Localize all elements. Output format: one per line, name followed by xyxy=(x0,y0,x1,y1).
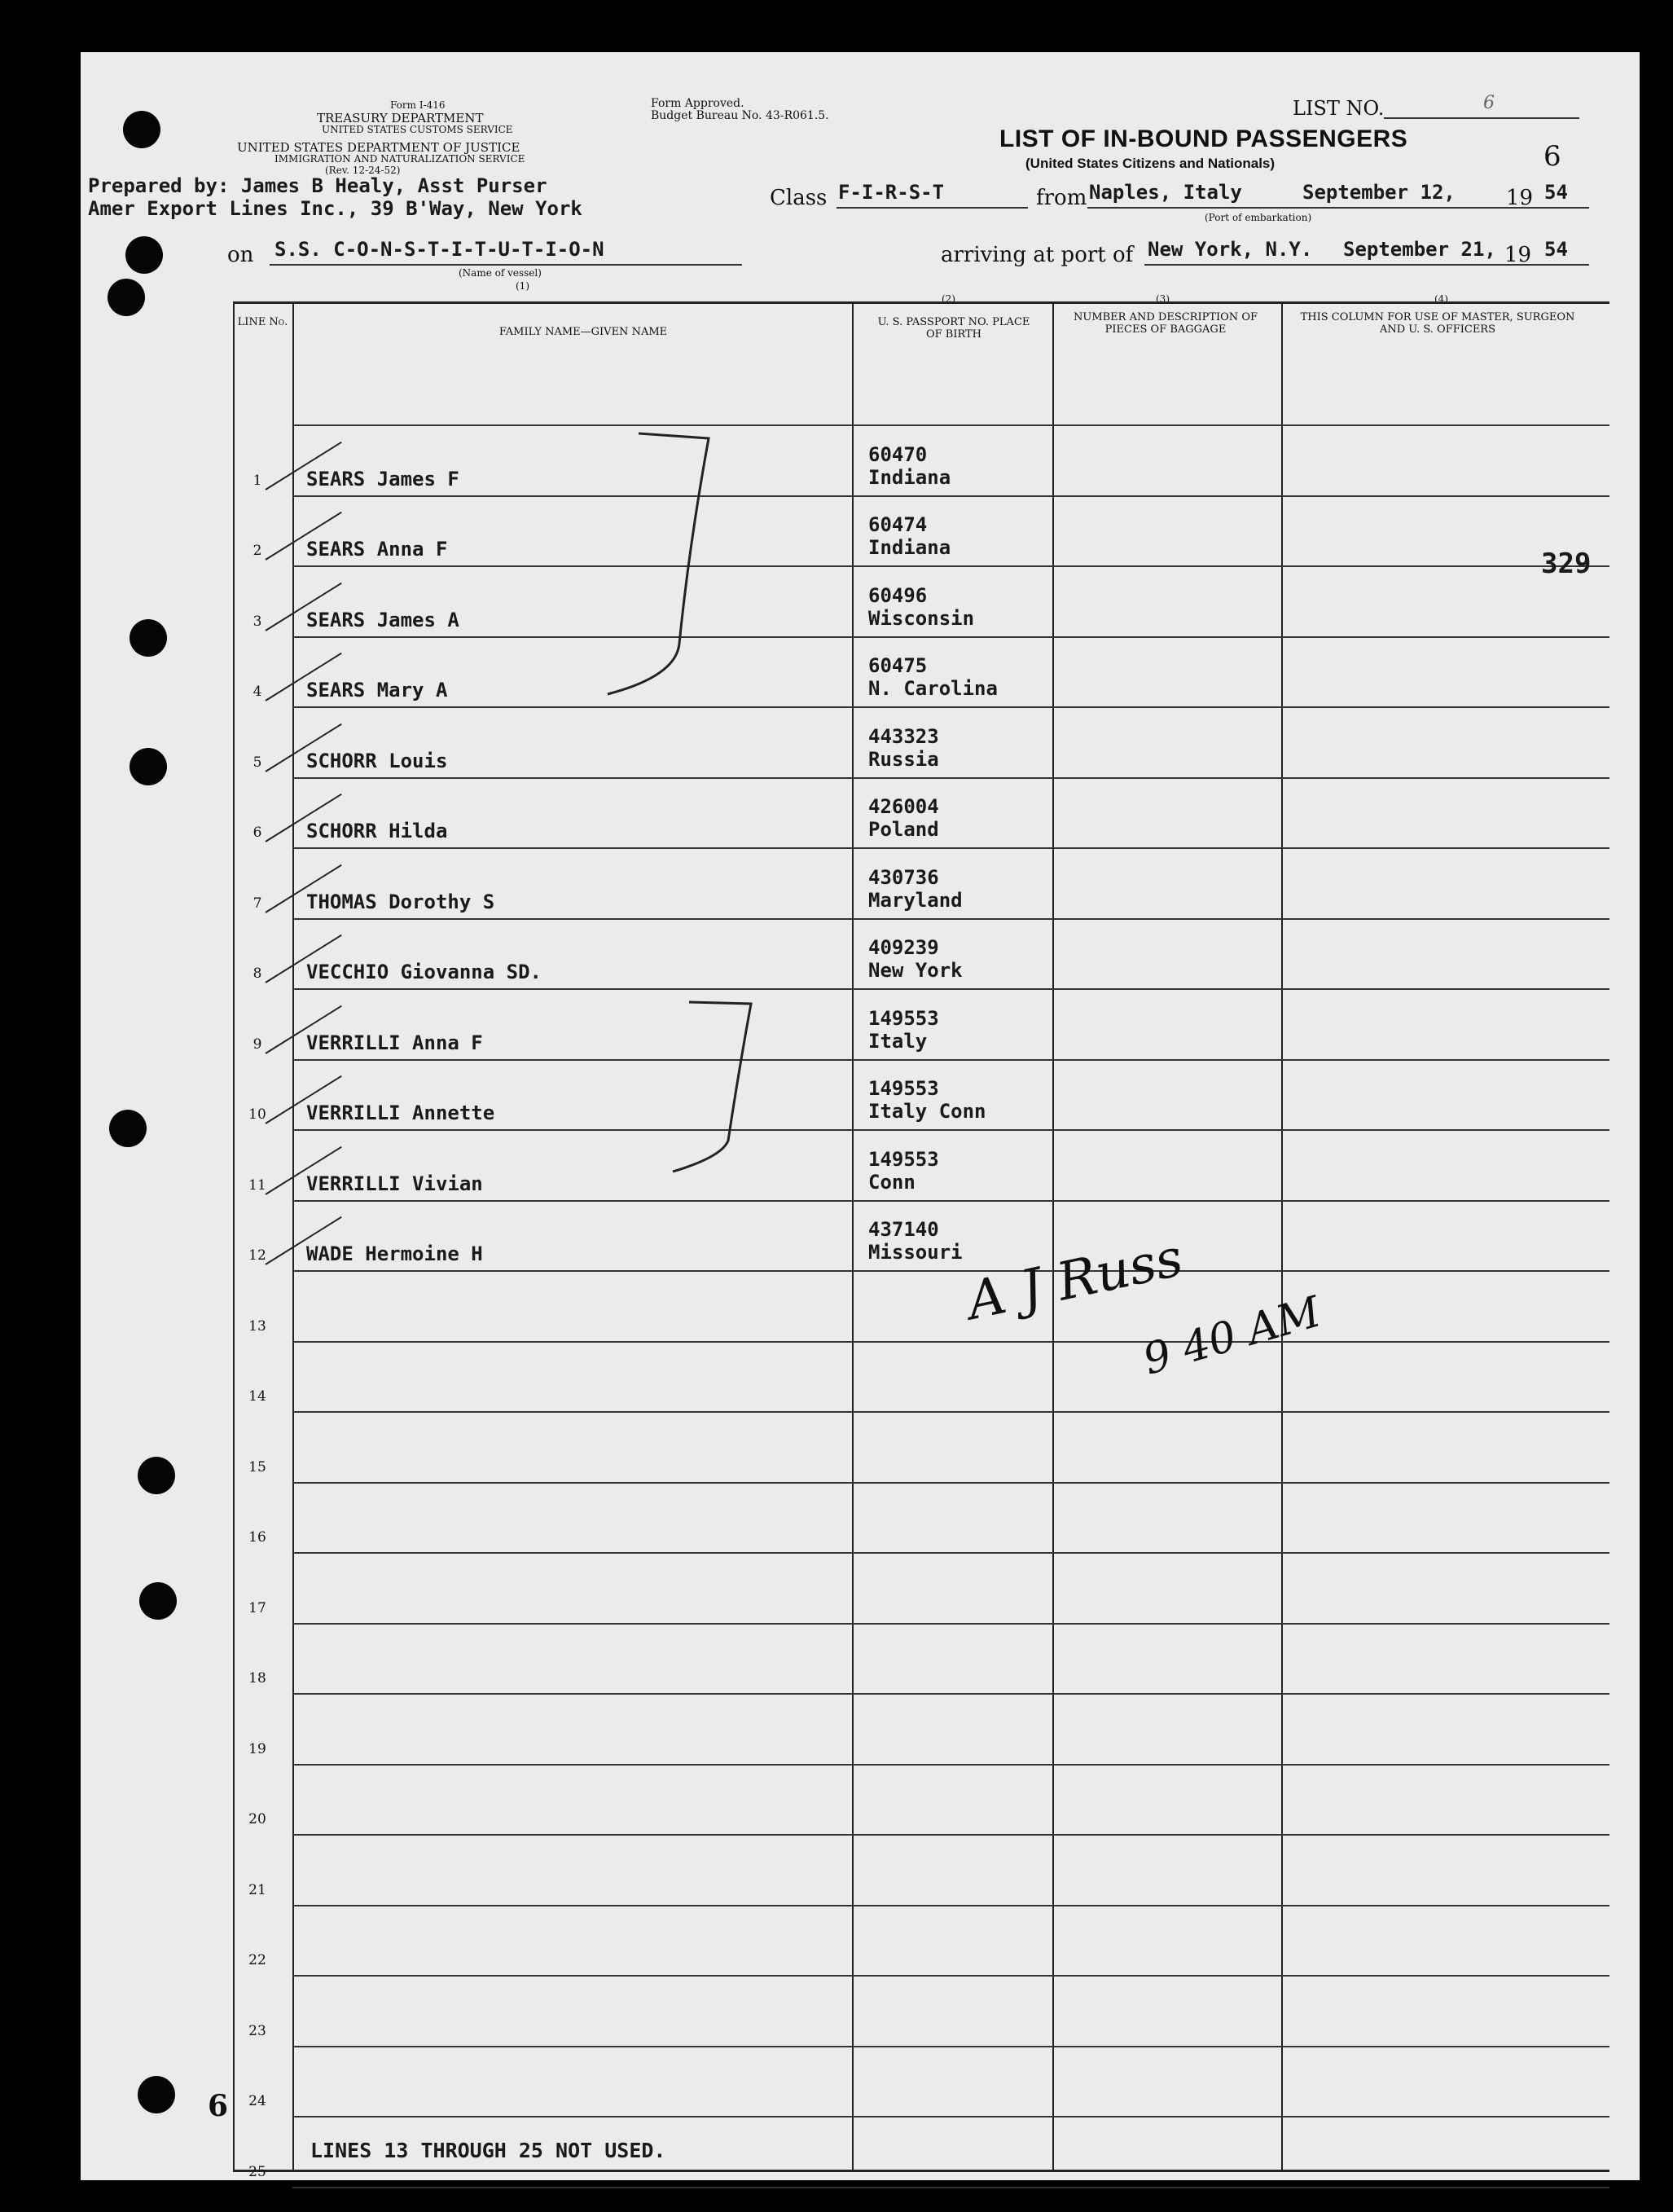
col1-number: (1) xyxy=(516,280,529,292)
line-number: 3 xyxy=(252,613,262,630)
passenger-name: VERRILLI Anna F xyxy=(306,1031,483,1054)
page-title: LIST OF IN-BOUND PASSENGERS xyxy=(999,125,1408,152)
passport-number: 60496 xyxy=(868,583,928,607)
birthplace: Missouri xyxy=(868,1241,963,1264)
embark-year-prefix: 19 xyxy=(1506,186,1534,210)
arrival-year-suffix: 54 xyxy=(1544,238,1568,261)
line-number: 21 xyxy=(248,1881,266,1898)
inspector-signature: A J Russ xyxy=(962,1227,1188,1333)
list-no-value: 6 xyxy=(1483,93,1495,113)
year-underline xyxy=(1540,207,1589,209)
passenger-name: SEARS Anna F xyxy=(306,538,448,561)
passenger-name: SCHORR Louis xyxy=(306,749,448,772)
passport-number: 426004 xyxy=(868,795,939,818)
birthplace: Indiana xyxy=(868,465,951,489)
line-number: 4 xyxy=(252,684,262,700)
approved-label: Form Approved. xyxy=(651,97,744,110)
passenger-name: WADE Hermoine H xyxy=(306,1242,483,1265)
passport-number: 430736 xyxy=(868,865,939,889)
line-number: 10 xyxy=(248,1106,266,1123)
justice-label: UNITED STATES DEPARTMENT OF JUSTICE xyxy=(237,140,520,155)
from-value: Naples, Italy xyxy=(1089,181,1242,204)
birthplace: Indiana xyxy=(868,536,951,559)
treasury-label: TREASURY DEPARTMENT xyxy=(317,111,484,125)
line-number: 16 xyxy=(248,1529,266,1546)
passenger-name: VERRILLI Vivian xyxy=(306,1172,483,1195)
birthplace: Russia xyxy=(868,747,939,771)
punch-hole xyxy=(139,1582,177,1620)
bracket-mark-sears xyxy=(608,433,709,694)
col4-number: (4) xyxy=(1434,293,1448,305)
corner-number: 6 xyxy=(1543,140,1561,173)
birthplace: Wisconsin xyxy=(868,606,975,630)
class-label: Class xyxy=(770,186,828,210)
passport-number: 60475 xyxy=(868,654,928,677)
page-subtitle: (United States Citizens and Nationals) xyxy=(1025,156,1276,171)
passport-number: 149553 xyxy=(868,1147,939,1171)
punch-hole xyxy=(130,619,167,657)
line-number: 11 xyxy=(248,1176,266,1194)
arrival-year-prefix: 19 xyxy=(1504,243,1532,267)
officer-mark: 329 xyxy=(1541,548,1592,580)
line-number: 1 xyxy=(252,472,262,489)
embark-date: September 12, xyxy=(1302,181,1456,204)
row-rule xyxy=(292,2187,1609,2188)
budget-label: Budget Bureau No. 43-R061.5. xyxy=(651,109,829,122)
from-label: from xyxy=(1036,186,1087,210)
manifest-sheet xyxy=(81,52,1640,2180)
col3-number: (3) xyxy=(1156,293,1170,305)
line-number: 6 xyxy=(252,825,262,841)
arriving-label: arriving at port of xyxy=(941,243,1134,267)
passenger-name: VERRILLI Annette xyxy=(306,1102,495,1124)
passenger-name: SEARS James F xyxy=(306,467,459,490)
line-number: 25 xyxy=(248,2163,266,2180)
line-number: 19 xyxy=(248,1740,266,1757)
ins-label: IMMIGRATION AND NATURALIZATION SERVICE xyxy=(274,153,525,165)
line-number: 23 xyxy=(248,2022,266,2039)
form-number: Form I-416 xyxy=(390,99,446,111)
arrival-port: New York, N.Y. xyxy=(1148,238,1313,261)
passenger-name: VECCHIO Giovanna SD. xyxy=(306,961,542,983)
birthplace: New York xyxy=(868,959,963,982)
list-no-underline xyxy=(1384,117,1579,119)
class-underline xyxy=(836,207,1028,209)
embark-year-suffix: 54 xyxy=(1544,181,1568,204)
passport-number: 149553 xyxy=(868,1077,939,1100)
passenger-table xyxy=(233,293,1609,2180)
line-number: 2 xyxy=(252,543,262,559)
arrival-date: September 21, xyxy=(1343,238,1496,261)
punch-hole xyxy=(108,279,145,316)
passport-number: 60470 xyxy=(868,442,928,466)
birthplace: Poland xyxy=(868,818,939,841)
passport-number: 149553 xyxy=(868,1006,939,1030)
punch-hole xyxy=(130,748,167,785)
line-number: 8 xyxy=(252,965,262,982)
line-number: 9 xyxy=(252,1036,262,1053)
passport-number: 60474 xyxy=(868,513,928,536)
line-number: 22 xyxy=(248,1952,266,1968)
prepared-by-line1: Prepared by: James B Healy, Asst Purser xyxy=(88,174,547,197)
col2-number: (2) xyxy=(942,293,955,305)
port-embark-label: (Port of embarkation) xyxy=(1205,212,1312,223)
header-baggage: NUMBER AND DESCRIPTION OF PIECES OF BAGGAGE xyxy=(1073,311,1258,336)
birthplace: Italy xyxy=(868,1029,928,1053)
vessel-underline xyxy=(270,264,742,266)
handwriting-layer xyxy=(233,301,1609,2172)
header-officers: THIS COLUMN FOR USE OF MASTER, SURGEON AND U. S. OFFICERS xyxy=(1300,311,1575,336)
on-label: on xyxy=(227,243,254,267)
prepared-by-line2: Amer Export Lines Inc., 39 B'Way, New York xyxy=(88,197,582,220)
line-number: 5 xyxy=(252,754,262,771)
class-value: F-I-R-S-T xyxy=(838,181,945,204)
line-number: 7 xyxy=(252,895,262,912)
line-number: 13 xyxy=(248,1317,266,1335)
birthplace: Maryland xyxy=(868,888,963,912)
passport-number: 443323 xyxy=(868,724,939,748)
line-number: 17 xyxy=(248,1599,266,1616)
vessel-label: (Name of vessel) xyxy=(459,267,542,279)
birthplace: Italy Conn xyxy=(868,1100,986,1123)
line-number: 14 xyxy=(248,1388,266,1405)
header-passport: U. S. PASSPORT NO. PLACE OF BIRTH xyxy=(877,316,1030,341)
line-number: 18 xyxy=(248,1670,266,1686)
punch-hole xyxy=(138,1457,175,1494)
side-number: 6 xyxy=(208,2089,229,2123)
punch-hole xyxy=(138,2076,175,2113)
line-number: 15 xyxy=(248,1458,266,1475)
passenger-name: SEARS Mary A xyxy=(306,679,448,701)
customs-label: UNITED STATES CUSTOMS SERVICE xyxy=(322,124,513,135)
punch-hole xyxy=(109,1110,147,1147)
list-no-label: LIST NO. xyxy=(1293,97,1385,120)
header-line-no: LINE No. xyxy=(237,316,288,328)
footer-note: LINES 13 THROUGH 25 NOT USED. xyxy=(310,2139,666,2162)
birthplace: Conn xyxy=(868,1170,916,1194)
line-number: 24 xyxy=(248,2093,266,2109)
header-name: FAMILY NAME—GIVEN NAME xyxy=(498,326,668,338)
passport-number: 437140 xyxy=(868,1218,939,1241)
punch-hole xyxy=(123,111,160,148)
vessel-name: S.S. C-O-N-S-T-I-T-U-T-I-O-N xyxy=(274,238,604,261)
birthplace: N. Carolina xyxy=(868,677,998,700)
inspection-time: 9 40 AM xyxy=(1138,1287,1327,1385)
line-number: 12 xyxy=(248,1247,266,1264)
bracket-mark-verrilli xyxy=(673,1002,751,1172)
line-number: 20 xyxy=(248,1811,266,1827)
passenger-name: THOMAS Dorothy S xyxy=(306,890,495,913)
passport-number: 409239 xyxy=(868,936,939,959)
passenger-name: SEARS James A xyxy=(306,608,459,631)
rev-label: (Rev. 12-24-52) xyxy=(325,165,401,176)
punch-hole xyxy=(125,236,163,274)
passenger-name: SCHORR Hilda xyxy=(306,820,448,842)
